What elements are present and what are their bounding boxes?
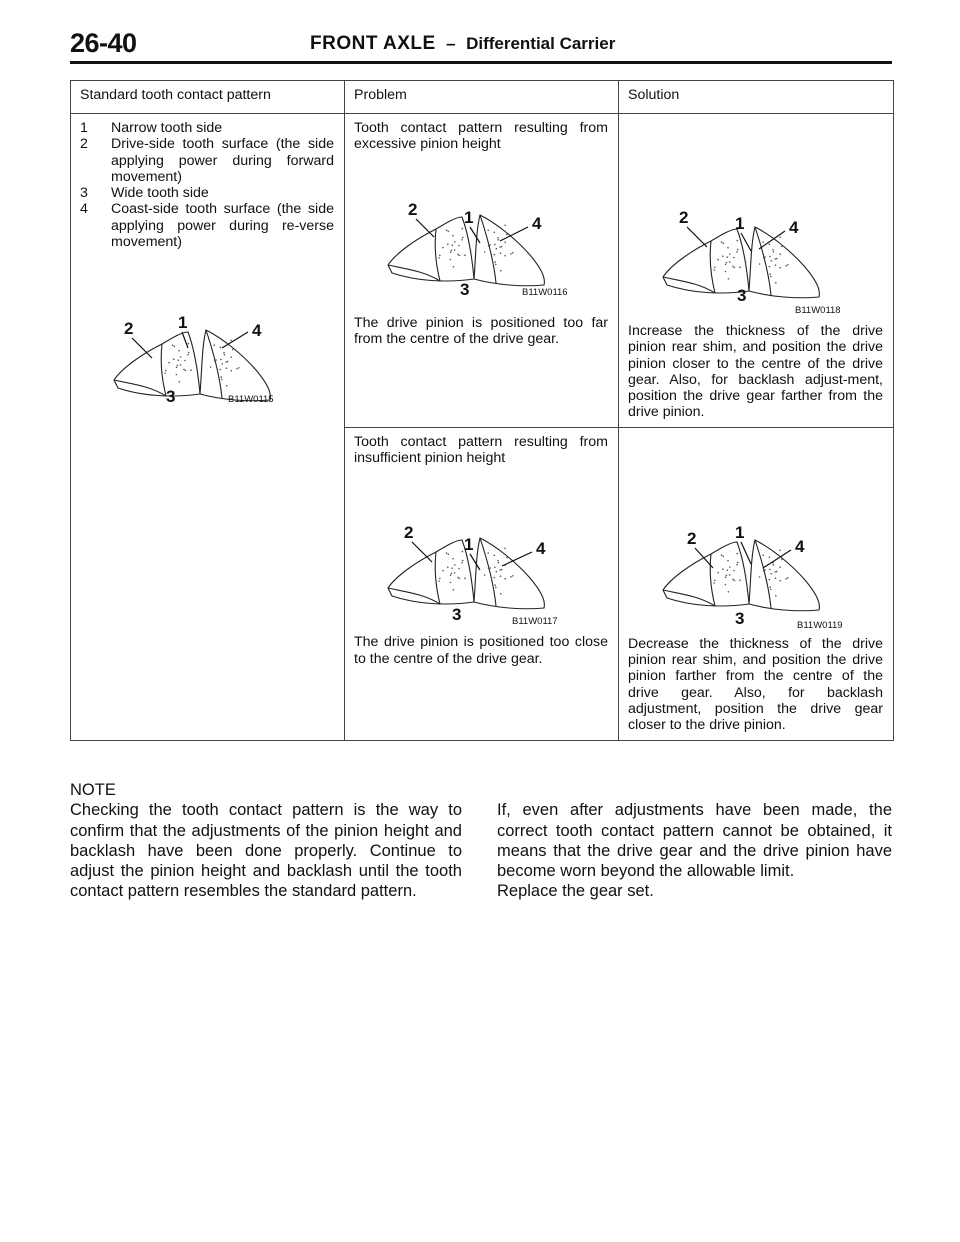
callout-number: 1 <box>464 207 474 227</box>
callout-number: 1 <box>734 214 744 233</box>
problem-title: Tooth contact pattern resulting from excessive pinion height <box>354 120 608 153</box>
leader-line <box>763 550 791 568</box>
callout-number: 3 <box>460 279 470 299</box>
problem-description: The drive pinion is positioned too close to the centre of the drive gear. <box>354 634 608 667</box>
table-row <box>71 114 894 428</box>
title-separator: – <box>446 34 456 53</box>
leader-line <box>222 332 248 348</box>
decrease-shim-gear-figure <box>651 508 861 630</box>
legend-item: 2 Drive-side tooth surface (the side applying power during forward movement) <box>80 136 334 185</box>
insufficient-height-gear-figure <box>376 506 586 626</box>
leader-line <box>470 227 480 243</box>
subsection-title: Differential Carrier <box>466 34 616 53</box>
note-block <box>70 780 462 902</box>
replace-instruction: Replace the gear set. <box>497 882 654 901</box>
header-problem: Problem <box>345 81 619 114</box>
leader-line <box>182 332 188 348</box>
problem-description: The drive pinion is positioned too far from the centre of the drive gear. <box>354 314 608 347</box>
callout-number: 4 <box>536 539 546 559</box>
legend-item: 3 Wide tooth side <box>80 185 209 202</box>
note-label: NOTE <box>70 781 116 799</box>
worn-gear-paragraph: If, even after adjustments have been made, the correct tooth contact pattern cannot be obtained, it means that the drive gear and the drive pinion have become worn beyond the allowable limit. <box>497 801 892 881</box>
page-title <box>310 33 615 55</box>
page-number: 26-40 <box>70 28 137 58</box>
callout-number: 3 <box>736 286 746 305</box>
section-title: FRONT AXLE <box>310 33 436 54</box>
header-solution: Solution <box>619 81 894 114</box>
page-header <box>70 28 892 64</box>
figure-code: B11W0115 <box>228 394 274 406</box>
excessive-height-gear-figure <box>376 183 586 303</box>
replacement-block <box>497 780 892 902</box>
figure-code: B11W0119 <box>796 619 843 630</box>
callout-number: 1 <box>464 535 474 555</box>
callout-number: 3 <box>166 387 176 407</box>
legend-item: 4 Coast-side tooth surface (the side applying power during re-verse movement) <box>80 201 334 251</box>
problem-cell-insufficient <box>345 427 619 740</box>
callout-number: 3 <box>734 608 744 628</box>
figure-code: B11W0117 <box>512 616 558 627</box>
callout-number: 4 <box>794 536 804 556</box>
leader-line <box>502 552 532 566</box>
callout-number: 1 <box>734 522 744 542</box>
callout-number: 3 <box>452 605 462 625</box>
figure-code: B11W0116 <box>522 286 568 298</box>
callout-number: 1 <box>178 313 188 333</box>
problem-title: Tooth contact pattern resulting from insufficient pinion height <box>354 433 608 467</box>
callout-number: 4 <box>788 218 798 237</box>
callout-number: 2 <box>404 523 414 543</box>
callout-number: 2 <box>124 319 134 339</box>
header-standard: Standard tooth contact pattern <box>71 81 345 114</box>
figure-code: B11W0118 <box>794 305 841 315</box>
standard-pattern-cell <box>71 114 345 741</box>
gear-tooth-outline <box>114 330 270 401</box>
callout-number: 2 <box>686 528 696 548</box>
leader-line <box>687 227 707 247</box>
leader-line <box>412 542 432 562</box>
note-text: Checking the tooth contact pattern is the way to confirm that the adjustments of the pinion height and backlash have been done properly. Continue to adjust the pinion height and backlash until the tooth contact pattern resembles the standard pattern. <box>70 801 462 901</box>
solution-cell-decrease <box>619 427 894 740</box>
legend-list <box>80 120 334 250</box>
solution-description: Increase the thickness of the drive pinion rear shim, and position the drive pinion closer to the centre of the drive gear. Also, for backlash adjust-ment, position the drive gear farther from the drive pinion. <box>628 323 883 421</box>
leader-line <box>470 554 480 570</box>
increase-shim-gear-figure <box>651 195 861 315</box>
callout-number: 4 <box>532 213 542 233</box>
table-header-row <box>71 81 894 114</box>
callout-number: 2 <box>678 208 688 227</box>
header-rule <box>70 61 892 64</box>
callout-number: 4 <box>252 321 262 341</box>
solution-cell-increase <box>619 114 894 428</box>
problem-cell-excessive <box>345 114 619 428</box>
tooth-contact-table <box>70 80 894 741</box>
solution-description: Decrease the thickness of the drive pinion rear shim, and position the drive pinion farther from the centre of the drive gear. Also, for backlash adjustment, position the drive gear closer to the drive pinion. <box>628 635 883 734</box>
legend-item: 1 Narrow tooth side <box>80 120 223 136</box>
callout-number: 2 <box>408 199 418 219</box>
standard-gear-figure <box>102 298 312 416</box>
